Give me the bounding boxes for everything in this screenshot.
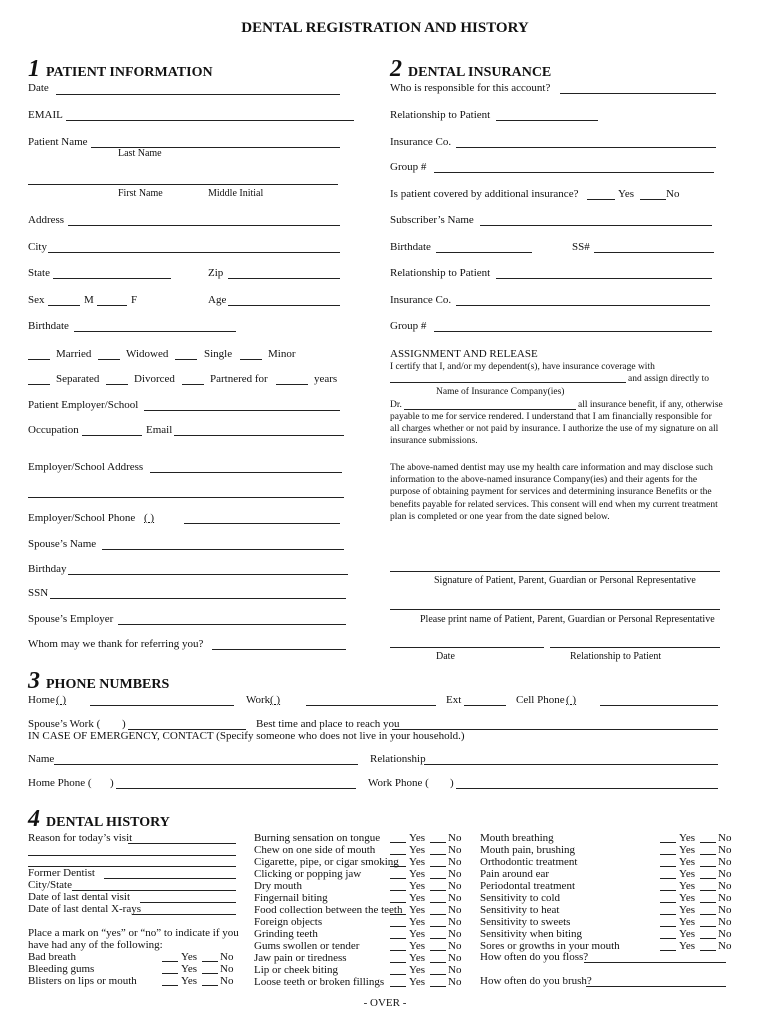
no-label: No: [448, 928, 462, 940]
ss-field[interactable]: [594, 252, 714, 253]
no-checkbox[interactable]: [430, 878, 446, 879]
history-item-label: Pain around ear: [480, 868, 550, 880]
zip-label: Zip: [208, 267, 224, 279]
relationship2-label: Relationship to Patient: [390, 267, 491, 279]
yes-checkbox[interactable]: [390, 902, 406, 903]
yes-checkbox[interactable]: [390, 938, 406, 939]
sign-date-field[interactable]: [390, 647, 544, 648]
married-label: Married: [56, 348, 92, 360]
no-label: No: [220, 963, 234, 975]
disclose-text: The above-named dentist may use my health care information and may disclose such information to the above-named insurance Company(ies) and their agents for the purpose of obtaining payment for services and determining insurance Benefits or the benefits payable for related services. This consent will end when my current treatment plan is completed or one year from the date signed below.: [390, 463, 718, 522]
patient-name-label: Patient Name: [28, 136, 88, 148]
signature-caption: Signature of Patient, Parent, Guardian or Personal Representative: [434, 575, 696, 586]
subscriber-field[interactable]: [480, 225, 712, 226]
no-label: No: [448, 868, 462, 880]
yes-checkbox[interactable]: [162, 961, 178, 962]
additional-no-label: No: [666, 188, 680, 200]
no-label: No: [448, 880, 462, 892]
yes-checkbox[interactable]: [162, 973, 178, 974]
best-time-label: Best time and place to reach you: [256, 718, 400, 730]
emergency-work-field[interactable]: [456, 788, 718, 789]
section-4-title: DENTAL HISTORY: [46, 815, 170, 830]
employer-phone-area[interactable]: ( ): [144, 512, 155, 524]
single-checkbox[interactable]: [175, 359, 197, 360]
yes-label: Yes: [409, 892, 426, 904]
no-checkbox[interactable]: [202, 973, 218, 974]
years-label: years: [314, 373, 338, 385]
section-4-number: 4: [28, 806, 40, 832]
ss-label: SS#: [572, 241, 590, 253]
spouse-name-field[interactable]: [102, 549, 344, 550]
married-checkbox[interactable]: [28, 359, 50, 360]
history-item-label: Lip or cheek biting: [254, 964, 339, 976]
yes-checkbox[interactable]: [660, 902, 676, 903]
sex-m-label: M: [84, 294, 94, 306]
ssn-field[interactable]: [50, 598, 346, 599]
no-label: No: [448, 892, 462, 904]
no-checkbox[interactable]: [700, 914, 716, 915]
employer-address-label: Employer/School Address: [28, 461, 144, 473]
cell-phone-field[interactable]: [600, 705, 718, 706]
age-field[interactable]: [228, 305, 340, 306]
no-checkbox[interactable]: [430, 902, 446, 903]
occupation-label: Occupation: [28, 424, 79, 436]
sign-date-caption: Date: [436, 651, 455, 662]
no-checkbox[interactable]: [700, 878, 716, 879]
floss-field[interactable]: [584, 962, 726, 963]
floss-label: How often do you floss?: [480, 951, 589, 963]
section-1-title: PATIENT INFORMATION: [46, 65, 213, 80]
yes-label: Yes: [679, 892, 696, 904]
no-checkbox[interactable]: [430, 866, 446, 867]
history-item-label: Clicking or popping jaw: [254, 868, 362, 880]
yes-checkbox[interactable]: [660, 914, 676, 915]
reason-field-2[interactable]: [28, 855, 236, 856]
responsible-label: Who is responsible for this account?: [390, 82, 551, 94]
spouse-work-label: Spouse’s Work (: [28, 718, 101, 730]
work-phone-field[interactable]: [306, 705, 436, 706]
no-label: No: [448, 844, 462, 856]
dr-label: Dr.: [390, 400, 402, 410]
insurance-co2-field[interactable]: [456, 305, 710, 306]
yes-label: Yes: [679, 928, 696, 940]
emergency-work-close: ): [450, 777, 454, 789]
yes-checkbox[interactable]: [660, 938, 676, 939]
no-checkbox[interactable]: [430, 842, 446, 843]
yes-checkbox[interactable]: [390, 950, 406, 951]
yes-checkbox[interactable]: [390, 890, 406, 891]
yes-checkbox[interactable]: [390, 914, 406, 915]
history-item-label: Periodontal treatment: [480, 880, 575, 892]
yes-label: Yes: [409, 916, 426, 928]
no-label: No: [448, 976, 462, 988]
relationship-label: Relationship to Patient: [390, 109, 491, 121]
no-label: No: [448, 832, 462, 844]
last-xrays-label: Date of last dental X-rays: [28, 903, 142, 915]
additional-no-field[interactable]: [640, 199, 666, 200]
yes-label: Yes: [409, 844, 426, 856]
reason-field[interactable]: [128, 843, 236, 844]
sign-relationship-caption: Relationship to Patient: [570, 651, 662, 662]
history-item-label: Burning sensation on tongue: [254, 832, 381, 844]
no-label: No: [718, 880, 732, 892]
no-label: No: [448, 904, 462, 916]
section-1-number: 1: [28, 56, 40, 82]
no-checkbox[interactable]: [430, 950, 446, 951]
yes-label: Yes: [679, 856, 696, 868]
history-item-label: Orthodontic treatment: [480, 856, 578, 868]
state-field[interactable]: [53, 278, 171, 279]
reason-label: Reason for today’s visit: [28, 832, 133, 844]
emergency-home-field[interactable]: [116, 788, 356, 789]
yes-label: Yes: [409, 952, 426, 964]
section-2-number: 2: [390, 56, 402, 82]
yes-label: Yes: [679, 868, 696, 880]
address-field[interactable]: [68, 225, 340, 226]
yes-label: Yes: [679, 916, 696, 928]
email2-label: Email: [146, 424, 173, 436]
emergency-home-label: Home Phone (: [28, 777, 92, 789]
spouse-employer-field[interactable]: [118, 624, 346, 625]
emergency-home-close: ): [110, 777, 114, 789]
no-checkbox[interactable]: [430, 914, 446, 915]
no-label: No: [718, 928, 732, 940]
group2-field[interactable]: [434, 331, 712, 332]
employer-label: Patient Employer/School: [28, 399, 139, 411]
partnered-checkbox[interactable]: [182, 384, 204, 385]
subscriber-label: Subscriber’s Name: [390, 214, 474, 226]
history-item-label: Bleeding gums: [28, 963, 95, 975]
birthdate-label: Birthdate: [28, 320, 69, 332]
history-item-label: Grinding teeth: [254, 928, 318, 940]
separated-label: Separated: [56, 373, 100, 385]
birthday-field[interactable]: [68, 574, 348, 575]
email-field[interactable]: [66, 120, 354, 121]
yes-label: Yes: [409, 868, 426, 880]
city-field[interactable]: [48, 252, 340, 253]
home-phone-field[interactable]: [90, 705, 234, 706]
work-label: Work: [246, 694, 271, 706]
insurance-company-field[interactable]: [390, 382, 626, 383]
no-label: No: [448, 916, 462, 928]
city-label: City: [28, 241, 47, 253]
instructions-line-2: have had any of the following:: [28, 939, 163, 951]
yes-label: Yes: [181, 963, 198, 975]
middle-initial-caption: Middle Initial: [208, 188, 264, 199]
print-name-caption: Please print name of Patient, Parent, Guardian or Personal Representative: [420, 614, 715, 625]
date-label: Date: [28, 82, 49, 94]
employer-phone-field[interactable]: [184, 523, 340, 524]
email-label: EMAIL: [28, 109, 63, 121]
history-item-label: Sensitivity when biting: [480, 928, 583, 940]
no-label: No: [448, 856, 462, 868]
no-label: No: [718, 868, 732, 880]
last-name-caption: Last Name: [118, 148, 162, 159]
insurance-co-label: Insurance Co.: [390, 136, 452, 148]
responsible-field[interactable]: [560, 93, 716, 94]
section-2-heading: [390, 56, 551, 83]
home-label: Home: [28, 694, 55, 706]
occupation-field[interactable]: [82, 435, 142, 436]
history-item-label: Loose teeth or broken fillings: [254, 976, 385, 988]
yes-checkbox[interactable]: [660, 854, 676, 855]
emergency-work-label: Work Phone (: [368, 777, 429, 789]
sex-m-field[interactable]: [48, 305, 80, 306]
no-checkbox[interactable]: [202, 985, 218, 986]
relationship-field[interactable]: [496, 120, 598, 121]
first-name-field[interactable]: [28, 184, 338, 185]
age-label: Age: [208, 294, 227, 306]
group-label: Group #: [390, 161, 427, 173]
history-item-label: Chew on one side of mouth: [254, 844, 376, 856]
yes-checkbox[interactable]: [162, 985, 178, 986]
ext-label: Ext: [446, 694, 462, 706]
section-1-heading: [28, 56, 213, 83]
brush-label: How often do you brush?: [480, 975, 592, 987]
section-4-heading: [28, 806, 170, 833]
spouse-work-close: ): [122, 718, 126, 730]
no-checkbox[interactable]: [700, 854, 716, 855]
additional-yes-label: Yes: [618, 188, 635, 200]
signature-field[interactable]: [390, 571, 720, 572]
no-checkbox[interactable]: [700, 950, 716, 951]
section-3-title: PHONE NUMBERS: [46, 677, 170, 692]
yes-checkbox[interactable]: [390, 986, 406, 987]
insurance-co2-label: Insurance Co.: [390, 294, 452, 306]
no-checkbox[interactable]: [430, 986, 446, 987]
yes-checkbox[interactable]: [390, 854, 406, 855]
no-label: No: [448, 952, 462, 964]
yes-label: Yes: [409, 928, 426, 940]
yes-checkbox[interactable]: [390, 866, 406, 867]
minor-checkbox[interactable]: [240, 359, 262, 360]
no-checkbox[interactable]: [430, 938, 446, 939]
no-checkbox[interactable]: [430, 890, 446, 891]
widowed-label: Widowed: [126, 348, 169, 360]
minor-label: Minor: [268, 348, 296, 360]
yes-label: Yes: [409, 832, 426, 844]
cell-label: Cell Phone: [516, 694, 565, 706]
section-2-title: DENTAL INSURANCE: [408, 65, 552, 80]
address-label: Address: [28, 214, 65, 226]
no-checkbox[interactable]: [430, 926, 446, 927]
insurance-co-field[interactable]: [456, 147, 716, 148]
sign-relationship-field[interactable]: [550, 647, 720, 648]
single-label: Single: [204, 348, 233, 360]
referral-label: Whom may we thank for referring you?: [28, 638, 204, 650]
no-checkbox[interactable]: [700, 926, 716, 927]
history-item-label: Gums swollen or tender: [254, 940, 360, 952]
history-item-label: Sores or growths in your mouth: [480, 940, 620, 952]
yes-label: Yes: [181, 951, 198, 963]
yes-checkbox[interactable]: [660, 890, 676, 891]
history-item-label: Mouth breathing: [480, 832, 554, 844]
history-item-label: Jaw pain or tiredness: [254, 952, 347, 964]
no-checkbox[interactable]: [700, 842, 716, 843]
yes-checkbox[interactable]: [660, 926, 676, 927]
no-label: No: [718, 916, 732, 928]
first-name-caption: First Name: [118, 188, 163, 199]
former-dentist-label: Former Dentist: [28, 867, 95, 879]
employer-address-field-2[interactable]: [28, 497, 344, 498]
yes-label: Yes: [409, 940, 426, 952]
separated-checkbox[interactable]: [28, 384, 50, 385]
history-item-label: Mouth pain, brushing: [480, 844, 576, 856]
additional-yes-field[interactable]: [587, 199, 615, 200]
yes-checkbox[interactable]: [390, 878, 406, 879]
additional-insurance-label: Is patient covered by additional insurance?: [390, 188, 579, 200]
sub-birthdate-field[interactable]: [436, 252, 532, 253]
no-label: No: [718, 904, 732, 916]
yes-label: Yes: [409, 976, 426, 988]
history-item-label: Blisters on lips or mouth: [28, 975, 137, 987]
section-3-number: 3: [28, 668, 40, 694]
sex-f-field[interactable]: [97, 305, 127, 306]
no-label: No: [448, 940, 462, 952]
no-checkbox[interactable]: [430, 854, 446, 855]
partnered-label: Partnered for: [210, 373, 268, 385]
yes-checkbox[interactable]: [660, 878, 676, 879]
history-item-label: Food collection between the teeth: [254, 904, 403, 916]
no-checkbox[interactable]: [700, 902, 716, 903]
print-name-field[interactable]: [390, 609, 720, 610]
certify-text: I certify that I, and/or my dependent(s), have insurance coverage with: [390, 362, 655, 372]
widowed-checkbox[interactable]: [98, 359, 120, 360]
sex-f-label: F: [131, 294, 138, 306]
last-visit-field[interactable]: [140, 902, 236, 903]
spouse-name-label: Spouse’s Name: [28, 538, 97, 550]
group-field[interactable]: [434, 172, 714, 173]
state-label: State: [28, 267, 50, 279]
no-checkbox[interactable]: [700, 890, 716, 891]
no-label: No: [718, 892, 732, 904]
no-checkbox[interactable]: [430, 962, 446, 963]
no-label: No: [718, 832, 732, 844]
no-label: No: [718, 856, 732, 868]
divorced-label: Divorced: [134, 373, 175, 385]
yes-checkbox[interactable]: [390, 926, 406, 927]
emergency-relationship-field[interactable]: [424, 764, 718, 765]
history-item-label: Fingernail biting: [254, 892, 328, 904]
no-label: No: [718, 844, 732, 856]
yes-label: Yes: [409, 904, 426, 916]
release-text: payable to me for service rendered. I understand that I am financially responsible for all charges whether or not paid by insurance. I authorize the use of my signature on all insurance submissions.: [390, 412, 719, 447]
history-item-label: Bad breath: [28, 951, 76, 963]
no-checkbox[interactable]: [202, 961, 218, 962]
work-area-code[interactable]: ( ): [270, 694, 281, 706]
emergency-heading: IN CASE OF EMERGENCY, CONTACT (Specify someone who does not live in your household.): [28, 730, 465, 742]
assign-directly-text: and assign directly to: [628, 374, 709, 384]
last-visit-label: Date of last dental visit: [28, 891, 131, 903]
employer-field[interactable]: [144, 410, 340, 411]
no-checkbox[interactable]: [700, 938, 716, 939]
relationship2-field[interactable]: [496, 278, 712, 279]
release-tail-text: all insurance benefit, if any, otherwise: [578, 400, 723, 410]
partnered-years-field[interactable]: [276, 384, 308, 385]
employer-phone-label: Employer/School Phone: [28, 512, 136, 524]
form-title: DENTAL REGISTRATION AND HISTORY: [241, 20, 529, 36]
birthdate-field[interactable]: [74, 331, 236, 332]
brush-field[interactable]: [586, 986, 726, 987]
no-checkbox[interactable]: [430, 974, 446, 975]
yes-checkbox[interactable]: [390, 962, 406, 963]
yes-label: Yes: [679, 904, 696, 916]
cell-area-code[interactable]: ( ): [566, 694, 577, 706]
last-xrays-field[interactable]: [132, 914, 236, 915]
yes-label: Yes: [409, 880, 426, 892]
ssn-label: SSN: [28, 587, 49, 599]
sub-birthdate-label: Birthdate: [390, 241, 431, 253]
footer-over: - OVER -: [363, 997, 407, 1009]
email2-field[interactable]: [174, 435, 344, 436]
dr-field[interactable]: [404, 409, 576, 410]
yes-label: Yes: [409, 964, 426, 976]
city-state-label: City/State: [28, 879, 72, 891]
referral-field[interactable]: [212, 649, 346, 650]
divorced-checkbox[interactable]: [106, 384, 128, 385]
former-dentist-field[interactable]: [104, 878, 236, 879]
history-item-label: Sensitivity to heat: [480, 904, 560, 916]
emergency-name-label: Name: [28, 753, 55, 765]
sex-label: Sex: [28, 294, 45, 306]
emergency-relationship-label: Relationship: [370, 753, 426, 765]
emergency-name-field[interactable]: [54, 764, 358, 765]
ext-field[interactable]: [464, 705, 506, 706]
insurance-company-caption: Name of Insurance Company(ies): [436, 387, 565, 397]
yes-label: Yes: [679, 832, 696, 844]
group2-label: Group #: [390, 320, 427, 332]
yes-checkbox[interactable]: [660, 866, 676, 867]
history-item-label: Foreign objects: [254, 916, 323, 928]
employer-address-field[interactable]: [150, 472, 342, 473]
home-area-code[interactable]: ( ): [56, 694, 67, 706]
no-label: No: [718, 940, 732, 952]
no-label: No: [220, 975, 234, 987]
history-item-label: Sensitivity to cold: [480, 892, 561, 904]
yes-checkbox[interactable]: [390, 974, 406, 975]
history-item-label: Sensitivity to sweets: [480, 916, 571, 928]
instructions-line-1: Place a mark on “yes” or “no” to indicate if you: [28, 927, 239, 939]
history-item-label: Cigarette, pipe, or cigar smoking: [254, 856, 399, 868]
yes-label: Yes: [679, 880, 696, 892]
spouse-employer-label: Spouse’s Employer: [28, 613, 114, 625]
no-label: No: [220, 951, 234, 963]
section-3-heading: [28, 668, 169, 695]
yes-label: Yes: [679, 844, 696, 856]
birthday-label: Birthday: [28, 563, 67, 575]
yes-checkbox[interactable]: [660, 950, 676, 951]
yes-label: Yes: [679, 940, 696, 952]
date-field[interactable]: [56, 94, 340, 95]
zip-field[interactable]: [228, 278, 340, 279]
no-checkbox[interactable]: [700, 866, 716, 867]
no-label: No: [448, 964, 462, 976]
yes-checkbox[interactable]: [390, 842, 406, 843]
yes-label: Yes: [409, 856, 426, 868]
history-item-label: Dry mouth: [254, 880, 302, 892]
assignment-heading: ASSIGNMENT AND RELEASE: [390, 348, 538, 360]
yes-checkbox[interactable]: [660, 842, 676, 843]
yes-label: Yes: [181, 975, 198, 987]
